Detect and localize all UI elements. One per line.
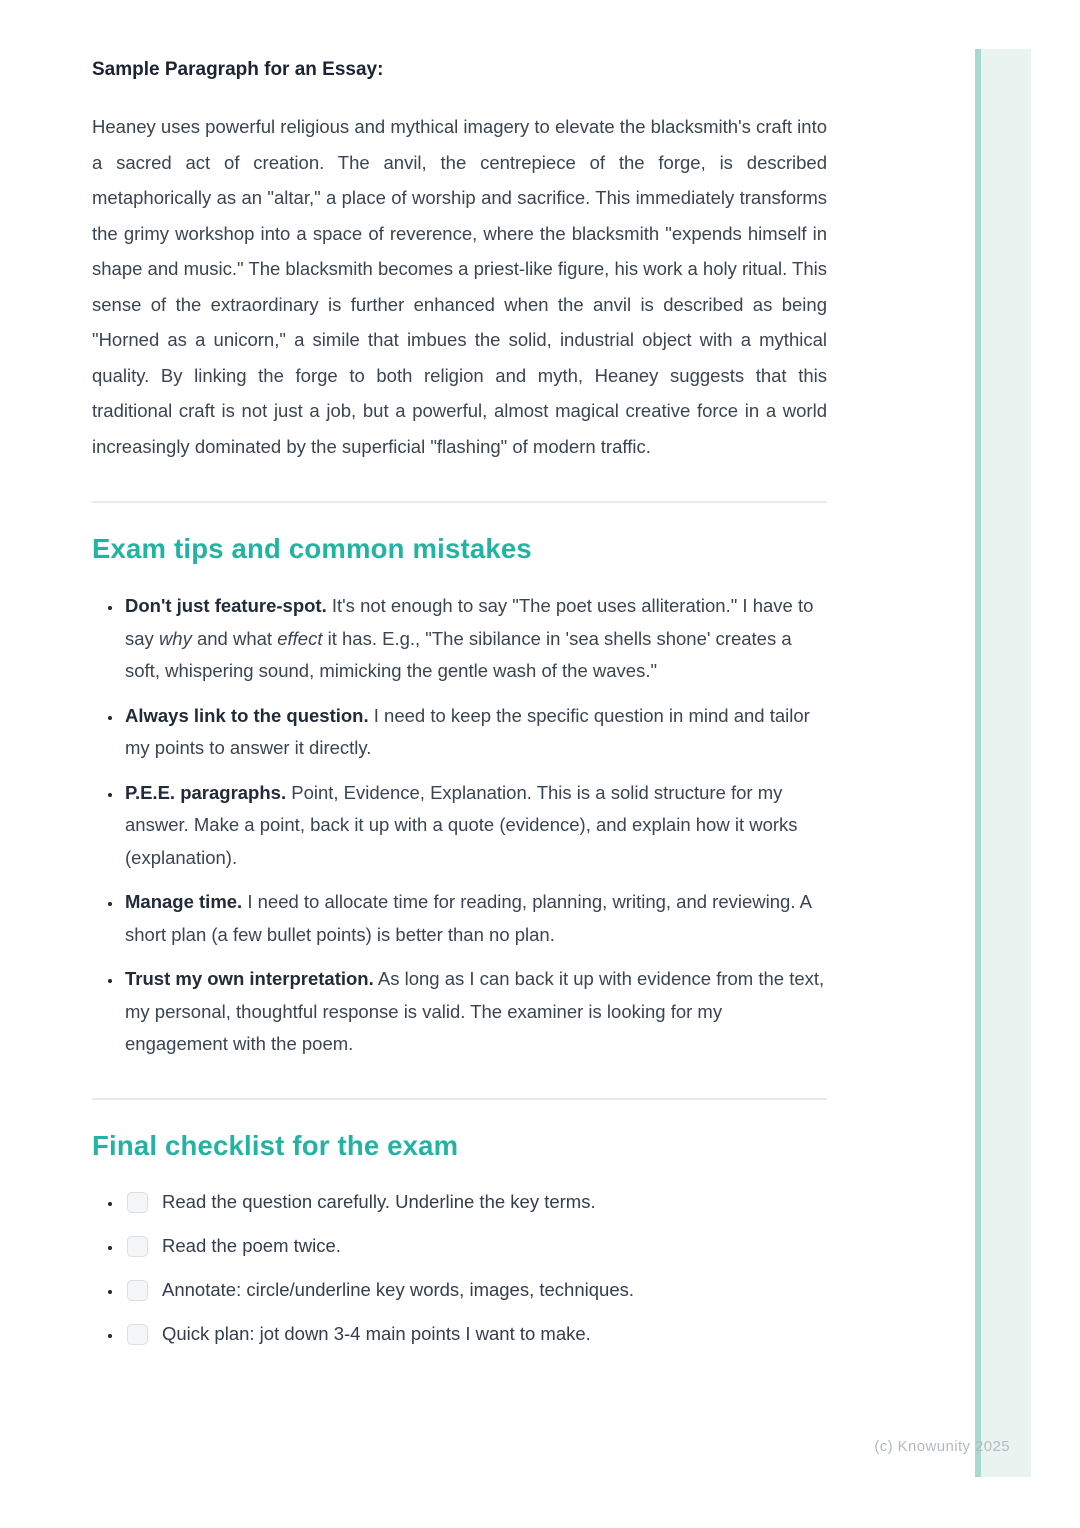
section-heading-final-checklist: Final checklist for the exam (92, 1129, 459, 1161)
tip-lead: Manage time. (125, 891, 243, 912)
tip-text: As long as I can back it up with evidence from the text, my personal, thoughtful response is valid. The examiner is looking for my engagement with the poem. (125, 968, 825, 1054)
checklist-item (123, 1278, 827, 1302)
tip-italic: effect (277, 627, 323, 649)
tips-list (92, 590, 827, 1061)
tip-text: and what (191, 627, 278, 649)
checklist-checkbox[interactable] (127, 1280, 148, 1301)
document-content (92, 0, 827, 1366)
tip-item-trust-interpretation (123, 963, 827, 1061)
checklist-label: Annotate: circle/underline key words, images, techniques. (162, 1278, 635, 1300)
checklist-item (123, 1234, 827, 1258)
divider (92, 1098, 827, 1100)
checklist-label: Read the question carefully. Underline the key terms. (162, 1190, 596, 1212)
final-checklist (92, 1190, 827, 1346)
tip-italic: why (158, 627, 192, 649)
tip-text: It's not enough to say "The poet uses alliteration." I have to say (125, 595, 814, 649)
tip-text: Point, Evidence, Explanation. This is a solid structure for my answer. Make a point, back it up with a quote (evidence), and explain how it works (explanation). (125, 781, 798, 868)
tip-text: I need to allocate time for reading, planning, writing, and reviewing. A short plan (a few bullet points) is better than no plan. (125, 891, 811, 945)
sample-paragraph-heading: Sample Paragraph for an Essay: (92, 59, 384, 80)
accent-panel (981, 49, 1031, 1477)
copyright-watermark: (c) Knowunity 2025 (874, 1438, 1010, 1455)
tip-item-manage-time (123, 886, 827, 951)
divider (92, 501, 827, 503)
checklist-label: Read the poem twice. (162, 1234, 341, 1256)
checklist-checkbox[interactable] (127, 1192, 148, 1213)
tip-text: I need to keep the specific question in mind and tailor my points to answer it directly. (125, 704, 810, 758)
checklist-checkbox[interactable] (127, 1324, 148, 1345)
tip-text: it has. E.g., "The sibilance in 'sea shells shone' creates a soft, whispering sound, mimicking the gentle wash of the waves." (125, 627, 792, 681)
tip-item-feature-spot (123, 590, 827, 688)
sample-paragraph-text: Heaney uses powerful religious and mythical imagery to elevate the blacksmith's craft into a sacred act of creation. The anvil, the centrepiece of the forge, is described metaphorically as an "altar," a place of worship and sacrifice. This immediately transforms the grimy workshop into a space of reverence, where the blacksmith "expends himself in shape and music." The blacksmith becomes a priest-like figure, his work a holy ritual. This sense of the extraordinary is further enhanced when the anvil is described as being "Horned as a unicorn," a simile that imbues the solid, industrial object with a mythical quality. By linking the forge to both religion and myth, Heaney suggests that this traditional craft is not just a job, but a powerful, almost magical creative force in a world increasingly dominated by the superficial "flashing" of modern traffic. (92, 116, 827, 457)
checklist-label: Quick plan: jot down 3-4 main points I want to make. (162, 1322, 591, 1344)
tip-lead: Trust my own interpretation. (125, 968, 374, 989)
tip-lead: P.E.E. paragraphs. (125, 781, 287, 803)
tip-lead: Always link to the question. (125, 704, 369, 726)
checklist-item (123, 1190, 827, 1214)
checklist-item (123, 1322, 827, 1346)
section-heading-exam-tips: Exam tips and common mistakes (92, 533, 532, 564)
tip-item-link-to-question (123, 700, 827, 765)
tip-item-pee-paragraphs (123, 777, 827, 875)
checklist-checkbox[interactable] (127, 1236, 148, 1257)
tip-lead: Don't just feature-spot. (125, 595, 327, 616)
